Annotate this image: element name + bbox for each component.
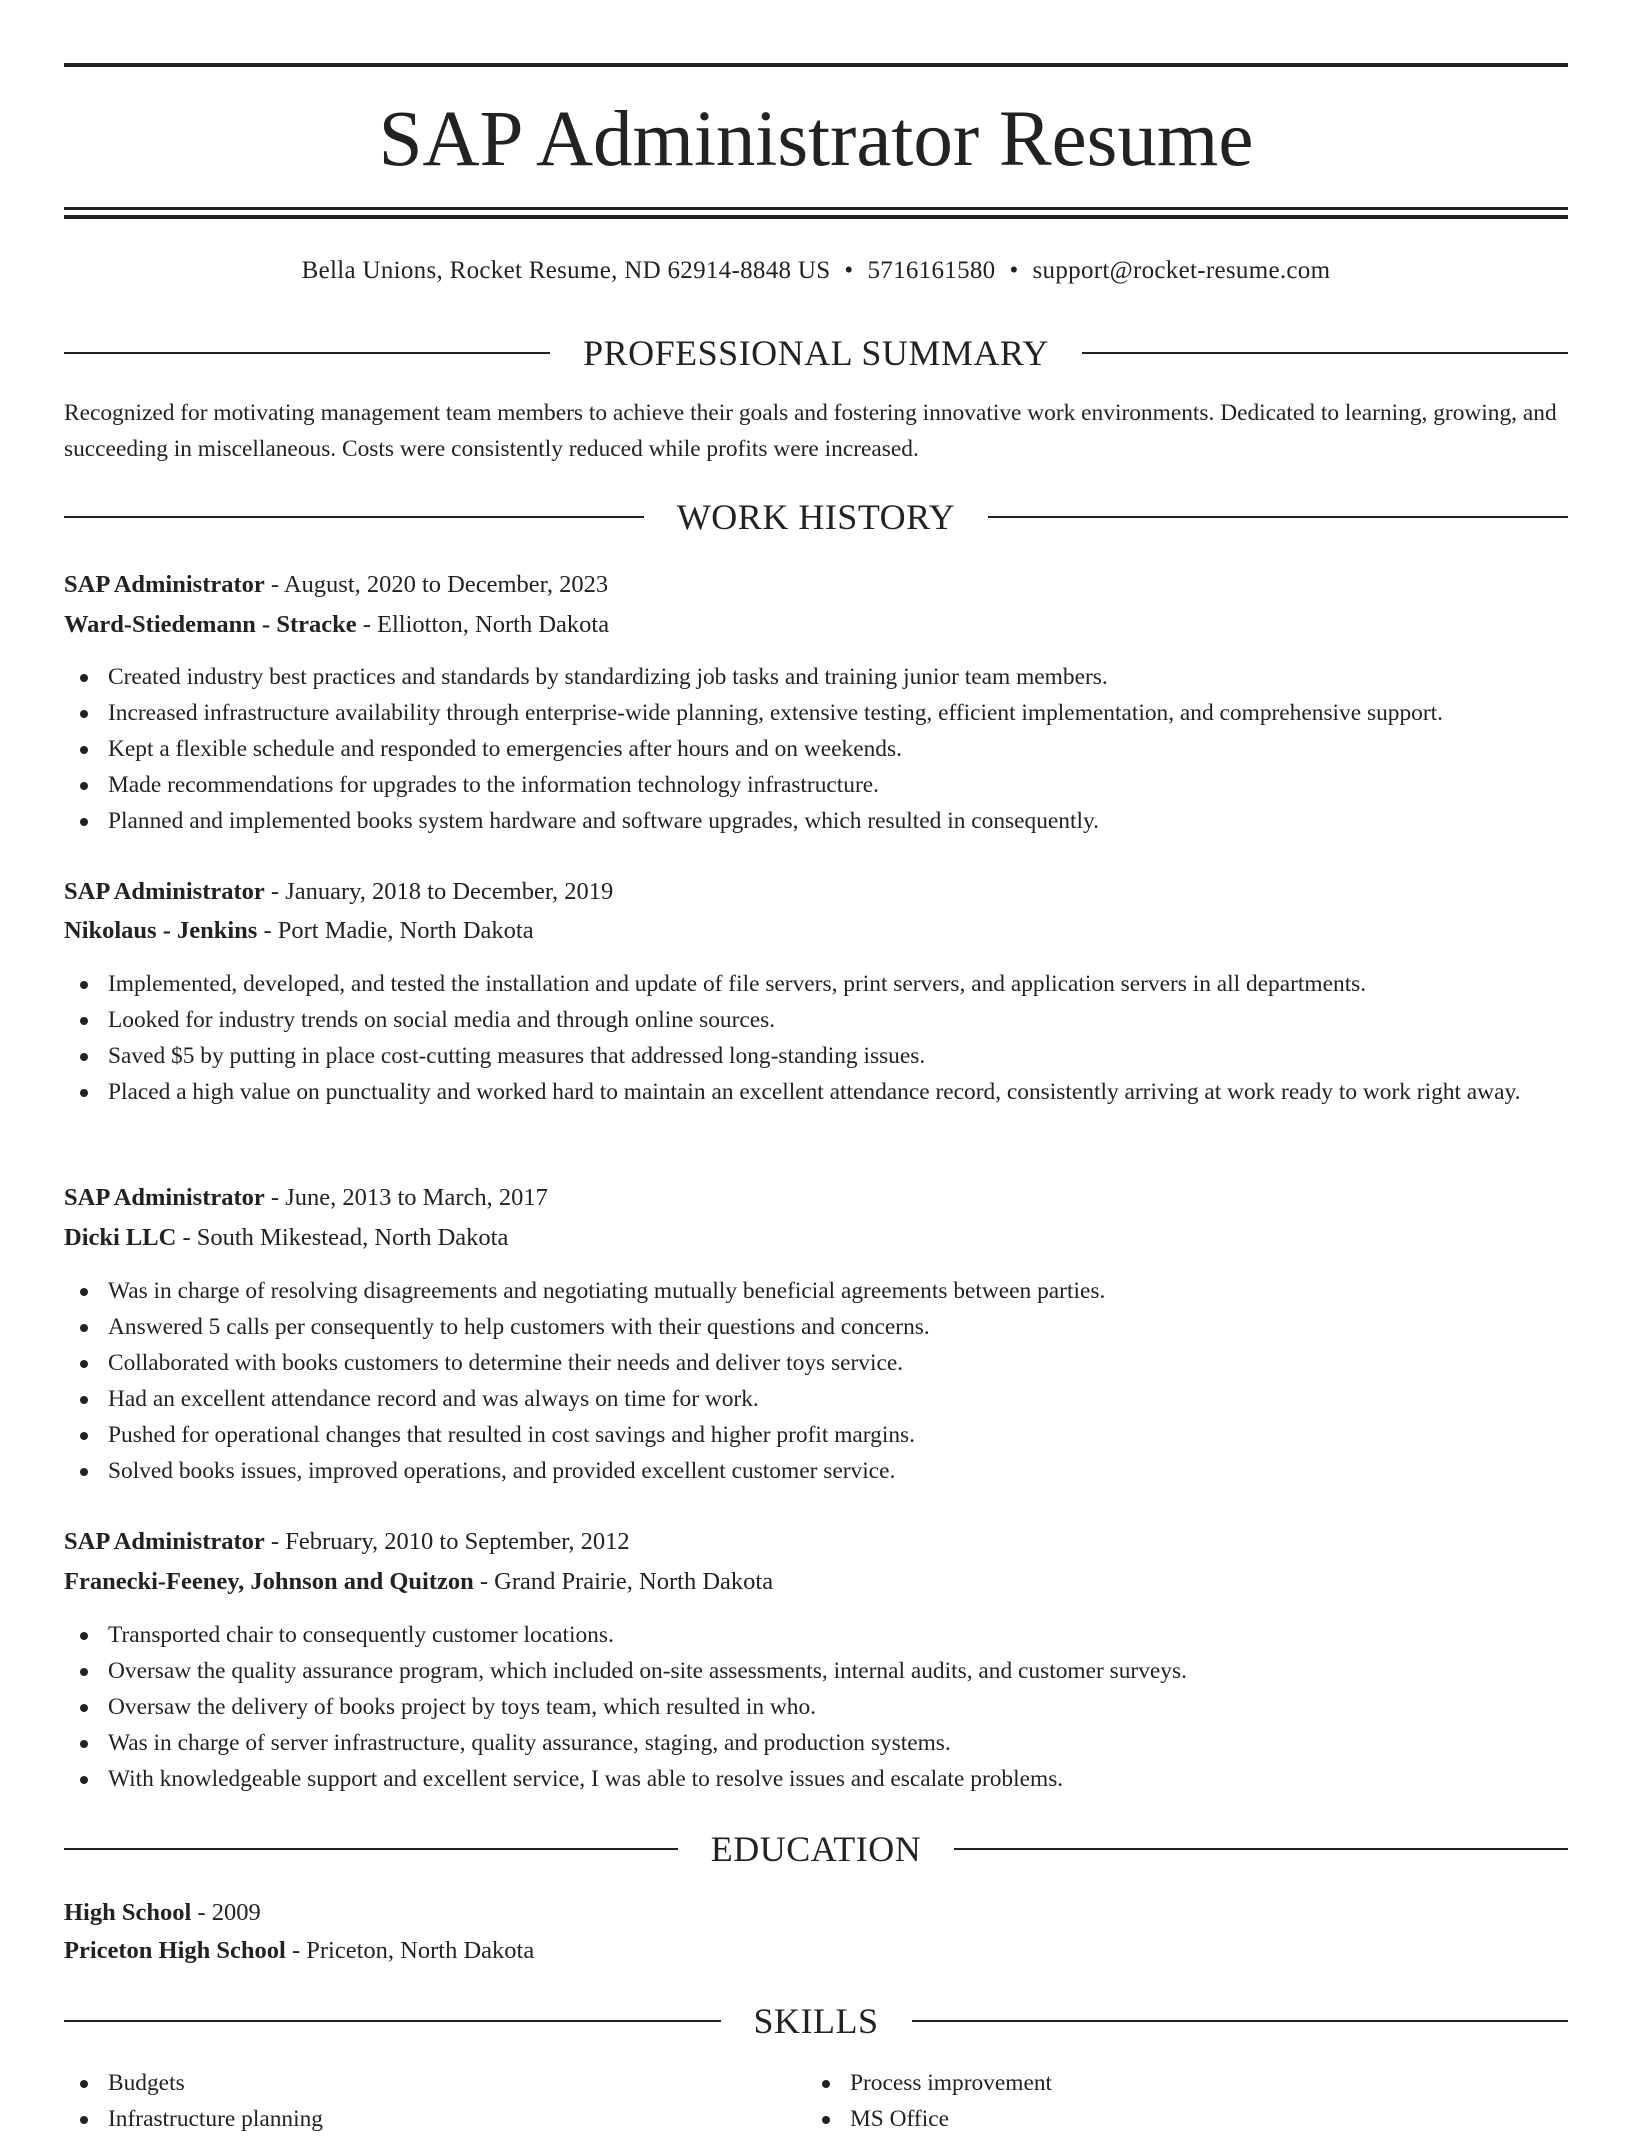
job-location: - Elliotton, North Dakota <box>356 611 610 638</box>
education-degree: High School <box>64 1899 192 1926</box>
section-title: EDUCATION <box>710 1829 922 1869</box>
heading-rule <box>988 516 1568 518</box>
list-item: Placed a high value on punctuality and worked hard to maintain an excellent attendance record, consistently arriving at work ready to work right away. <box>64 1074 1568 1110</box>
job-company-line <box>64 1565 1568 1599</box>
heading-rule <box>954 1848 1568 1850</box>
list-item: Oversaw the quality assurance program, which included on-site assessments, internal audits, and customer surveys. <box>64 1653 1568 1689</box>
job-location: - South Mikestead, North Dakota <box>176 1224 509 1251</box>
job-title: SAP Administrator <box>64 1184 265 1211</box>
list-item: Oversaw the delivery of books project by toys team, which resulted in who. <box>64 1689 1568 1725</box>
job-bullets <box>64 1273 1568 1489</box>
list-item: Planned and implemented books system hardware and software upgrades, which resulted in consequently. <box>64 803 1568 839</box>
skill-item: Process improvement <box>806 2065 1632 2101</box>
top-rule <box>64 63 1568 67</box>
list-item: Answered 5 calls per consequently to help customers with their questions and concerns. <box>64 1309 1568 1345</box>
job-title-line <box>64 1181 1568 1215</box>
heading-rule <box>64 516 644 518</box>
contact-address: Bella Unions, Rocket Resume, ND 62914-8848 US <box>301 257 831 284</box>
skills-right-column <box>806 2065 1632 2137</box>
education-heading <box>64 1827 1568 1871</box>
job-dates: - January, 2018 to December, 2019 <box>264 878 614 905</box>
education-year: - 2009 <box>191 1899 261 1926</box>
heading-rule <box>64 352 550 354</box>
section-title: WORK HISTORY <box>676 497 956 537</box>
list-item: With knowledgeable support and excellent service, I was able to resolve issues and escalate problems. <box>64 1761 1568 1797</box>
job-bullets <box>64 1617 1568 1797</box>
list-item: Created industry best practices and standards by standardizing job tasks and training junior team members. <box>64 659 1568 695</box>
title-rule-lower <box>64 215 1568 219</box>
job-company: Franecki-Feeney, Johnson and Quitzon <box>64 1568 474 1595</box>
contact-separator: • <box>1009 257 1019 284</box>
summary-text: Recognized for motivating management team members to achieve their goals and fostering innovative work environments. Dedicated to learning, growing, and succeeding in miscellaneous. Costs were consistently reduced while profits were increased. <box>64 400 1557 462</box>
job-company-line <box>64 608 1568 642</box>
list-item: Made recommendations for upgrades to the information technology infrastructure. <box>64 767 1568 803</box>
list-item: Collaborated with books customers to determine their needs and deliver toys service. <box>64 1345 1568 1381</box>
skills-heading <box>64 1999 1568 2043</box>
job-company: Nikolaus - Jenkins <box>64 917 258 944</box>
job-title: SAP Administrator <box>64 878 265 905</box>
heading-rule <box>64 2020 721 2022</box>
list-item: Looked for industry trends on social media and through online sources. <box>64 1002 1568 1038</box>
heading-rule <box>64 1848 678 1850</box>
education-location: - Priceton, North Dakota <box>285 1937 535 1964</box>
job-dates: - June, 2013 to March, 2017 <box>264 1184 548 1211</box>
list-item: Was in charge of server infrastructure, quality assurance, staging, and production systems. <box>64 1725 1568 1761</box>
list-item: Kept a flexible schedule and responded to emergencies after hours and on weekends. <box>64 731 1568 767</box>
list-item: Transported chair to consequently customer locations. <box>64 1617 1568 1653</box>
page-title: SAP Administrator Resume <box>378 96 1254 183</box>
job-location: - Grand Prairie, North Dakota <box>473 1568 774 1595</box>
education-school-line <box>64 1934 1568 1968</box>
job-dates: - August, 2020 to December, 2023 <box>264 571 609 598</box>
list-item: Increased infrastructure availability through enterprise-wide planning, extensive testing, efficient implementation, and comprehensive support. <box>64 695 1568 731</box>
list-item: Pushed for operational changes that resulted in cost savings and higher profit margins. <box>64 1417 1568 1453</box>
title-rule-upper <box>64 207 1568 210</box>
contact-phone: 5716161580 <box>867 257 996 284</box>
section-title: PROFESSIONAL SUMMARY <box>583 333 1049 373</box>
job-company: Dicki LLC <box>64 1224 177 1251</box>
job-title-line <box>64 875 1568 909</box>
job-company-line <box>64 914 1568 948</box>
work-heading <box>64 495 1568 539</box>
skills-list <box>64 2065 1568 2132</box>
list-item: Solved books issues, improved operations, and provided excellent customer service. <box>64 1453 1568 1489</box>
summary-heading <box>64 331 1568 375</box>
job-title: SAP Administrator <box>64 571 265 598</box>
list-item: Was in charge of resolving disagreements and negotiating mutually beneficial agreements between parties. <box>64 1273 1568 1309</box>
section-title: SKILLS <box>753 2001 879 2041</box>
list-item: Saved $5 by putting in place cost-cutting measures that addressed long-standing issues. <box>64 1038 1568 1074</box>
job-bullets <box>64 966 1568 1110</box>
heading-rule <box>1082 352 1568 354</box>
list-item: Implemented, developed, and tested the installation and update of file servers, print servers, and application servers in all departments. <box>64 966 1568 1002</box>
list-item: Had an excellent attendance record and was always on time for work. <box>64 1381 1568 1417</box>
contact-separator: • <box>844 257 854 284</box>
job-company-line <box>64 1221 1568 1255</box>
job-title-line <box>64 568 1568 602</box>
skill-item: Infrastructure planning <box>64 2101 1568 2137</box>
contact-email: support@rocket-resume.com <box>1032 257 1331 284</box>
job-location: - Port Madie, North Dakota <box>257 917 534 944</box>
job-title-line <box>64 1525 1568 1559</box>
job-bullets <box>64 659 1568 839</box>
contact-line <box>64 254 1568 288</box>
skill-item: MS Office <box>806 2101 1632 2137</box>
education-degree-line <box>64 1896 1568 1930</box>
heading-rule <box>912 2020 1569 2022</box>
education-school: Priceton High School <box>64 1937 286 1964</box>
job-dates: - February, 2010 to September, 2012 <box>264 1528 630 1555</box>
skill-item: Budgets <box>64 2065 1568 2101</box>
job-title: SAP Administrator <box>64 1528 265 1555</box>
job-company: Ward-Stiedemann - Stracke <box>64 611 357 638</box>
